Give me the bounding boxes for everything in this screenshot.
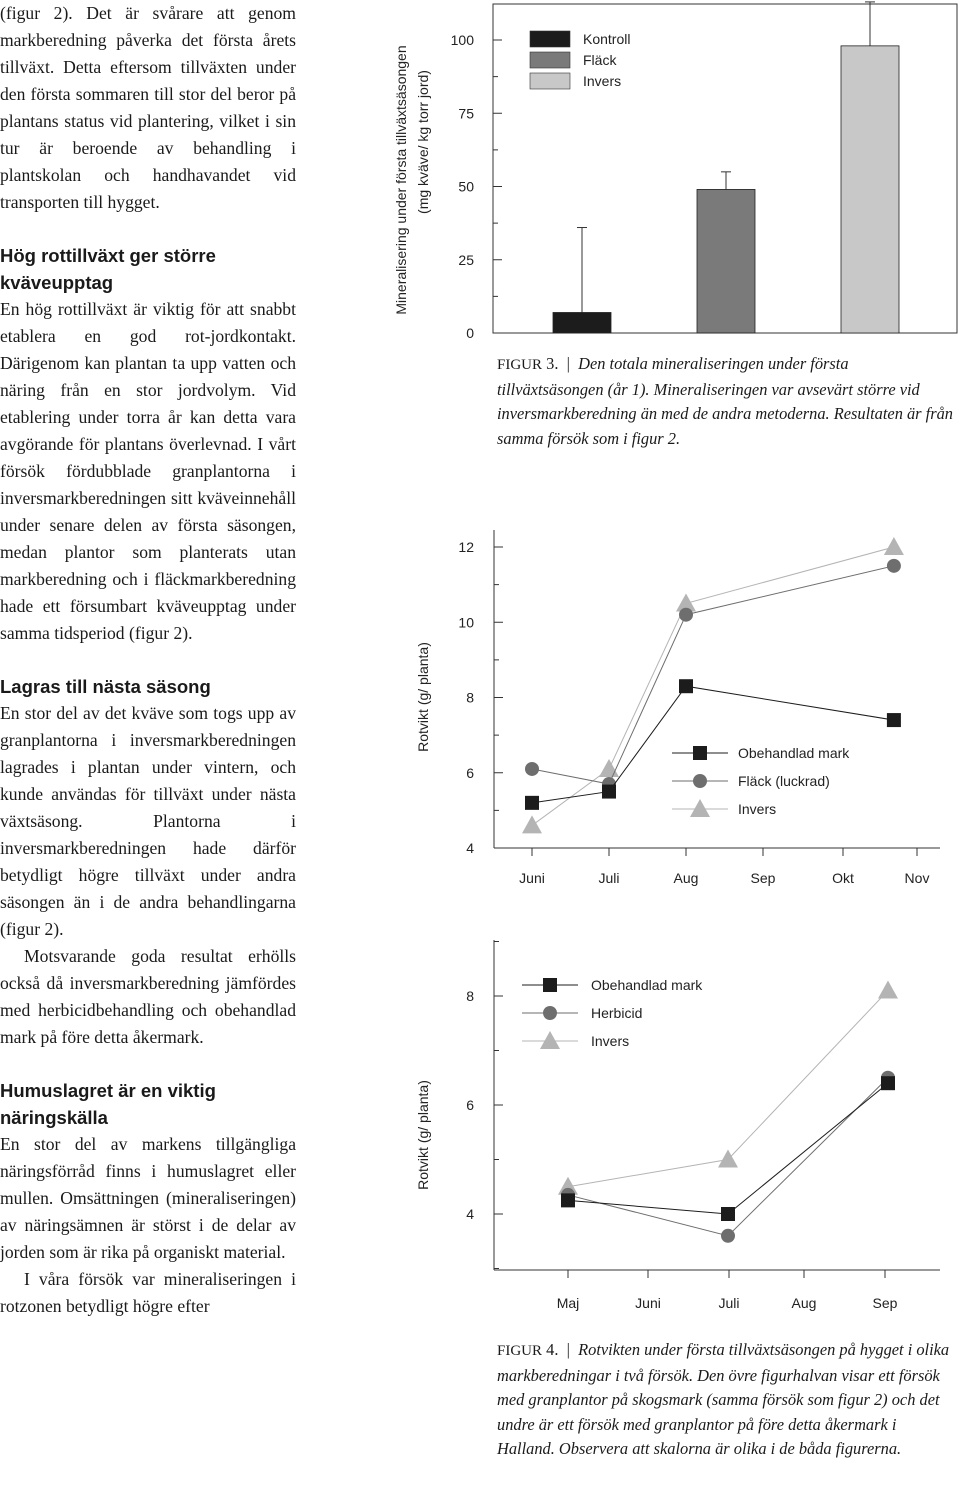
legend-marker bbox=[543, 978, 557, 992]
legend-label: Invers bbox=[583, 73, 622, 89]
x-tick-label: Sep bbox=[872, 1295, 898, 1311]
data-point bbox=[721, 1229, 735, 1243]
paragraph-intro: (figur 2). Det är svårare att genom markberedning påverka det första årets tillväxt. Detta eftersom tillväxten under den första sommaren till stor del beror på plantans status vid plantering, vilket i sin tur är beroende av behandling i plantskolan och handhavandet vid transporten till hygget. bbox=[0, 3, 296, 212]
data-point bbox=[522, 815, 542, 833]
legend-marker bbox=[690, 799, 710, 817]
figure-3-bar-chart bbox=[393, 2, 957, 341]
legend-label: Kontroll bbox=[583, 31, 631, 47]
y-tick-label: 6 bbox=[466, 1097, 474, 1113]
heading-lagras: Lagras till nästa säsong bbox=[0, 676, 211, 697]
legend-swatch bbox=[530, 52, 570, 68]
y-tick-label: 12 bbox=[458, 539, 474, 555]
figure-4-upper-line-chart bbox=[415, 530, 940, 886]
x-tick-label: Juni bbox=[635, 1295, 661, 1311]
y-tick-label: 4 bbox=[466, 840, 474, 856]
data-point bbox=[679, 608, 693, 622]
legend-label: Invers bbox=[738, 801, 777, 817]
data-point bbox=[525, 762, 539, 776]
data-point bbox=[881, 1076, 895, 1090]
data-point bbox=[679, 679, 693, 693]
series-line-2 bbox=[532, 547, 894, 825]
bar-fläck bbox=[697, 189, 755, 333]
x-tick-label: Sep bbox=[750, 870, 776, 886]
paragraph-mineralisering: I våra försök var mineraliseringen i rotzonen betydligt högre efter bbox=[0, 1269, 296, 1316]
paragraph-motsvarande: Motsvarande goda resultat erhölls också då inversmarkberedning jämfördes med herbicidbehandling och obehandlad mark på före detta åkermark. bbox=[0, 946, 296, 1047]
legend-marker bbox=[693, 774, 707, 788]
figure-3-label: FIGUR bbox=[497, 357, 543, 373]
y-tick-label: 100 bbox=[450, 32, 474, 48]
legend-marker bbox=[693, 746, 707, 760]
bar-invers bbox=[841, 46, 899, 333]
legend-label: Obehandlad mark bbox=[591, 977, 703, 993]
legend-label: Herbicid bbox=[591, 1005, 643, 1021]
paragraph-rottillvaxt: En hög rottillväxt är viktig för att snabbt etablera en god rot-jordkontakt. Därigenom kan plantan ta upp vatten och näring från en stor jordvolym. Vid etablering under torra år kan detta vara avgörande för plantans överlevnad. I vårt försök fördubblade granplantorna i inversmarkberedningen sitt kväveinnehåll under senare delen av första säsongen, medan plantor som planterats utan markberedning och i fläckmarkberedning hade ett försumbart kväveupptag under samma tidsperiod (figur 2). bbox=[0, 299, 296, 643]
figure-4-lower-line-chart bbox=[415, 940, 940, 1311]
x-tick-label: Aug bbox=[791, 1295, 817, 1311]
data-point bbox=[884, 537, 904, 555]
data-point bbox=[887, 559, 901, 573]
heading-rottillvaxt: Hög rottillväxt ger större kväveupptag bbox=[0, 245, 216, 293]
data-point bbox=[525, 796, 539, 810]
x-tick-label: Aug bbox=[673, 870, 699, 886]
y-tick-label: 0 bbox=[466, 325, 474, 341]
legend-label: Fläck (luckrad) bbox=[738, 773, 830, 789]
y-axis-label-line1: Mineralisering under första tillväxtsäsongen bbox=[393, 45, 409, 315]
figure-4-caption: FIGUR 4. | Rotvikten under första tillväxtsäsongen på hygget i olika markberedningar i två försök. Den övre figurhalvan visar ett försök med granplantor på skogsmark (samma försök som figur 2) och det undre är ett försök med granplantor på före detta åkermark i Halland. Observera att skalorna är olika i de båda figurerna. bbox=[497, 1340, 950, 1458]
heading-humuslagret: Humuslagret är en viktig näringskälla bbox=[0, 1080, 216, 1128]
x-tick-label: Juni bbox=[519, 870, 545, 886]
y-tick-label: 25 bbox=[458, 251, 474, 268]
legend-label: Fläck bbox=[583, 52, 617, 68]
figure-4-number: 4. bbox=[546, 1340, 559, 1359]
y-axis-label: Rotvikt (g/ planta) bbox=[415, 1080, 431, 1190]
y-axis-label-line2: (mg kväve/ kg torr jord) bbox=[415, 70, 431, 214]
x-tick-label: Nov bbox=[904, 870, 930, 886]
legend-label: Invers bbox=[591, 1033, 630, 1049]
y-tick-label: 75 bbox=[458, 105, 474, 122]
series-line-0 bbox=[568, 1083, 888, 1214]
data-point bbox=[887, 713, 901, 727]
data-point bbox=[561, 1193, 575, 1207]
legend-swatch bbox=[530, 73, 570, 89]
y-tick-label: 6 bbox=[466, 764, 474, 781]
legend-swatch bbox=[530, 31, 570, 47]
figure-3-number: 3. bbox=[546, 354, 559, 373]
legend-marker bbox=[540, 1031, 560, 1049]
x-tick-label: Juli bbox=[598, 870, 620, 886]
y-tick-label: 8 bbox=[466, 689, 474, 706]
y-axis-label: Rotvikt (g/ planta) bbox=[415, 642, 431, 752]
paragraph-lagras: En stor del av det kväve som togs upp av granplantorna i inversmarkberedningen lagrades i plantan under vintern, och kunde användas för tillväxt under nästa växtsäsong. Plantorna i inversmarkberedningen hade därför betydligt högre tillväxt under andra säsongen än i de andra behandlingarna (figur 2). bbox=[0, 703, 296, 939]
y-tick-label: 10 bbox=[458, 614, 474, 631]
legend-label: Obehandlad mark bbox=[738, 745, 850, 761]
legend-marker bbox=[543, 1006, 557, 1020]
y-tick-label: 8 bbox=[466, 988, 474, 1004]
figure-3-caption: FIGUR 3. | Den totala mineraliseringen under första tillväxtsäsongen (år 1). Mineraliseringen var avsevärt större vid inversmarkberedning än med de andra metoderna. Resultaten är från samma försök som i figur 2. bbox=[497, 354, 953, 448]
y-tick-label: 50 bbox=[458, 178, 474, 195]
data-point bbox=[878, 981, 898, 999]
paragraph-humuslagret: En stor del av markens tillgängliga näringsförråd finns i humuslagret eller mullen. Omsättningen (mineraliseringen) av näringsämnen är störst i de delar av jorden som är rika på organiskt material. bbox=[0, 1134, 296, 1262]
x-tick-label: Juli bbox=[718, 1295, 740, 1311]
data-point bbox=[602, 785, 616, 799]
data-point bbox=[721, 1207, 735, 1221]
x-tick-label: Maj bbox=[556, 1295, 580, 1311]
y-tick-label: 4 bbox=[466, 1206, 474, 1222]
figure-4-caption-text: Rotvikten under första tillväxtsäsongen på hygget i olika markberedningar i två försök. Den övre figurhalvan visar ett försök med granplantor på skogsmark (samma försök som figur 2) och det undre är ett försök med granplantor på före detta åkermark i Halland. Observera att skalorna är olika i de båda figurerna. bbox=[497, 1340, 950, 1458]
bar-kontroll bbox=[553, 312, 611, 333]
figure-4-label: FIGUR bbox=[497, 1343, 543, 1359]
figure-3-caption-text: Den totala mineraliseringen under första tillväxtsäsongen (år 1). Mineraliseringen var avsevärt större vid inversmarkberedning än med de andra metoderna. Resultaten är från samma försök som i figur 2. bbox=[497, 354, 953, 448]
x-tick-label: Okt bbox=[832, 870, 854, 886]
